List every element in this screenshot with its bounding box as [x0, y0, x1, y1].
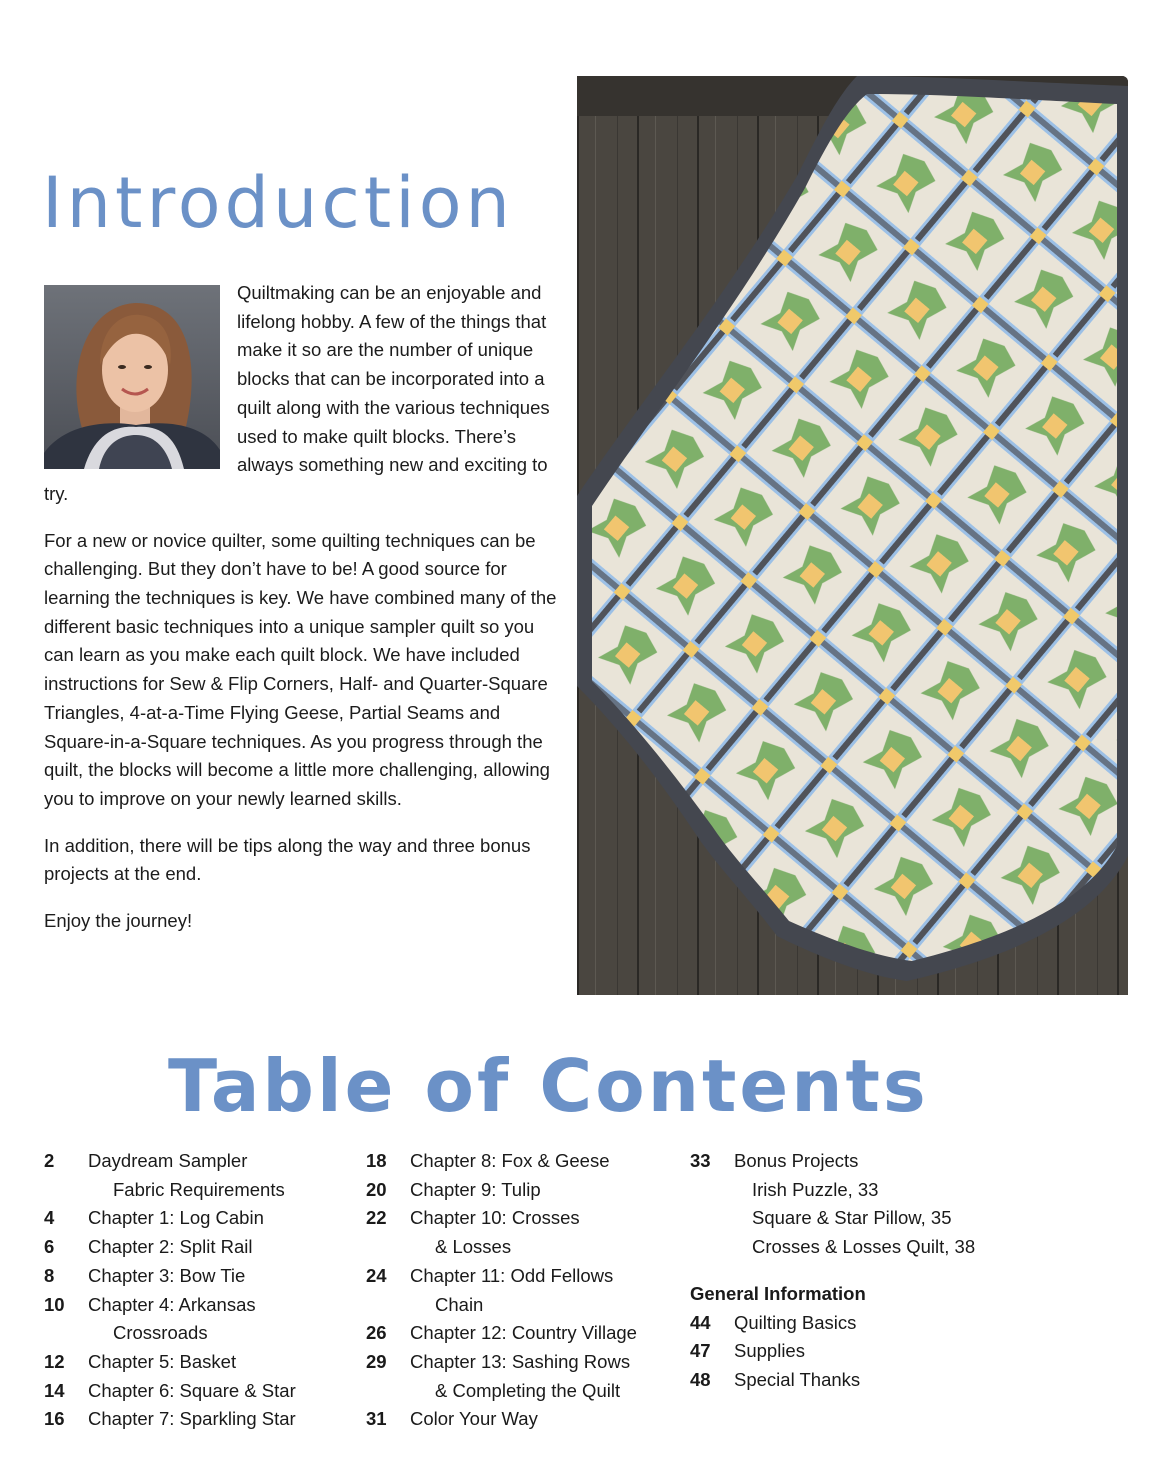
toc-page-number: 47	[690, 1340, 711, 1362]
toc-entry-label: Chapter 5: Basket	[88, 1350, 237, 1372]
toc-page-number: 4	[44, 1207, 55, 1229]
toc-entry[interactable]	[44, 1348, 344, 1377]
toc-page-number: 16	[44, 1408, 65, 1430]
toc-entry-label: Chapter 6: Square & Star	[88, 1379, 296, 1401]
toc-entry[interactable]	[44, 1377, 344, 1406]
toc-page-number: 10	[44, 1293, 65, 1315]
toc-entry[interactable]	[366, 1204, 666, 1233]
portrait-spacer	[44, 279, 237, 479]
toc-entry[interactable]	[44, 1291, 344, 1320]
toc-page-number: 44	[690, 1311, 711, 1333]
toc-entry-continuation: Fabric Requirements	[113, 1178, 285, 1200]
toc-entry-label: Chapter 4: Arkansas	[88, 1293, 256, 1315]
intro-paragraph: In addition, there will be tips along the way and three bonus projects at the end.	[44, 834, 531, 885]
toc-entry-label: Chapter 11: Odd Fellows	[410, 1264, 614, 1286]
toc-page-number: 12	[44, 1350, 65, 1372]
toc-entry-continuation: Crossroads	[113, 1322, 208, 1344]
toc-page-number: 20	[366, 1178, 387, 1200]
toc-page-number: 2	[44, 1150, 55, 1171]
toc-entry[interactable]	[690, 1337, 1030, 1366]
toc-column-3	[690, 1147, 1030, 1395]
toc-entry-label: Quilting Basics	[734, 1311, 857, 1333]
toc-entry-label: Chapter 1: Log Cabin	[88, 1207, 264, 1229]
toc-sub-entry[interactable]: Irish Puzzle, 33	[752, 1178, 879, 1200]
toc-page-number: 18	[366, 1150, 387, 1171]
toc-entry-label: Chapter 13: Sashing Rows	[410, 1350, 631, 1372]
toc-entry-label: Special Thanks	[734, 1368, 861, 1390]
toc-entry-label: Chapter 7: Sparkling Star	[88, 1408, 296, 1430]
toc-entry[interactable]	[690, 1366, 1030, 1395]
toc-sub-entry[interactable]: Square & Star Pillow, 35	[752, 1207, 952, 1229]
toc-entry[interactable]	[44, 1262, 344, 1291]
intro-paragraph: For a new or novice quilter, some quilting techniques can be challenging. But they don’t have to be! A good source for learning the techniques is key. We have combined many of the different basic techniques into a unique sampler quilt so you can learn as you make each quilt block. We have included instructions for Sew & Flip Corners, Half- and Quarter-Square Triangles, 4-at-a-Time Flying Geese, Partial Seams and Square-in-a-Square techniques. As you progress through the quilt, the blocks will become a little more challenging, allowing you to improve on your newly learned skills.	[44, 529, 557, 809]
toc-entry[interactable]	[366, 1176, 666, 1205]
toc-page-number: 6	[44, 1236, 55, 1258]
toc-entry-continuation: & Completing the Quilt	[435, 1379, 621, 1401]
toc-entry-label: Chapter 12: Country Village	[410, 1322, 637, 1344]
toc-column-2	[366, 1147, 666, 1434]
toc-entry-continuation: & Losses	[435, 1236, 512, 1258]
toc-entry-label: Chapter 8: Fox & Geese	[410, 1150, 610, 1171]
toc-entry[interactable]	[366, 1405, 666, 1434]
quilt-photo	[577, 76, 1128, 995]
toc-entry[interactable]	[690, 1309, 1030, 1338]
toc-entry-label: Chapter 2: Split Rail	[88, 1236, 253, 1258]
toc-entry-label: Chapter 3: Bow Tie	[88, 1264, 246, 1286]
toc-entry-label: Chapter 10: Crosses	[410, 1207, 580, 1229]
toc-entry[interactable]	[366, 1348, 666, 1377]
toc-entry[interactable]	[44, 1204, 344, 1233]
toc-entry[interactable]	[44, 1233, 344, 1262]
toc-page-number: 14	[44, 1379, 65, 1401]
intro-title: Introduction	[42, 162, 514, 244]
toc-page-number: 26	[366, 1322, 387, 1344]
toc-entry[interactable]	[366, 1319, 666, 1348]
toc-column-1	[44, 1147, 344, 1434]
toc-page-number: 29	[366, 1350, 387, 1372]
toc-page-number: 24	[366, 1264, 387, 1286]
toc-section-heading: General Information	[690, 1282, 866, 1304]
toc-entry-label: Color Your Way	[410, 1408, 538, 1430]
toc-entry-continuation: Chain	[435, 1293, 484, 1315]
toc-entry[interactable]	[366, 1262, 666, 1291]
toc-entry[interactable]	[690, 1147, 1030, 1176]
toc-entry-label: Supplies	[734, 1340, 805, 1362]
toc-sub-entry[interactable]: Crosses & Losses Quilt, 38	[752, 1236, 976, 1258]
toc-entry-label: Chapter 9: Tulip	[410, 1178, 541, 1200]
toc-page-number: 31	[366, 1408, 387, 1430]
toc-page-number: 33	[690, 1150, 711, 1171]
toc-entry[interactable]	[44, 1405, 344, 1434]
intro-body	[44, 279, 564, 954]
toc-entry-label: Daydream Sampler	[88, 1150, 248, 1171]
intro-paragraph: Enjoy the journey!	[44, 910, 193, 932]
toc-page-number: 8	[44, 1264, 55, 1286]
toc-page-number: 22	[366, 1207, 387, 1229]
toc-page-number: 48	[690, 1368, 711, 1390]
toc-entry[interactable]	[44, 1147, 344, 1176]
intro-paragraph: Quiltmaking can be an enjoyable and lifelong hobby. A few of the things that make it so are the number of unique blocks that can be incorporated into a quilt along with the various techniques used to make quilt blocks. There’s always something new and exciting to try.	[44, 282, 550, 504]
toc-entry-label: Bonus Projects	[734, 1150, 859, 1171]
toc-title: Table of Contents	[168, 1044, 929, 1128]
toc-entry[interactable]	[366, 1147, 666, 1176]
